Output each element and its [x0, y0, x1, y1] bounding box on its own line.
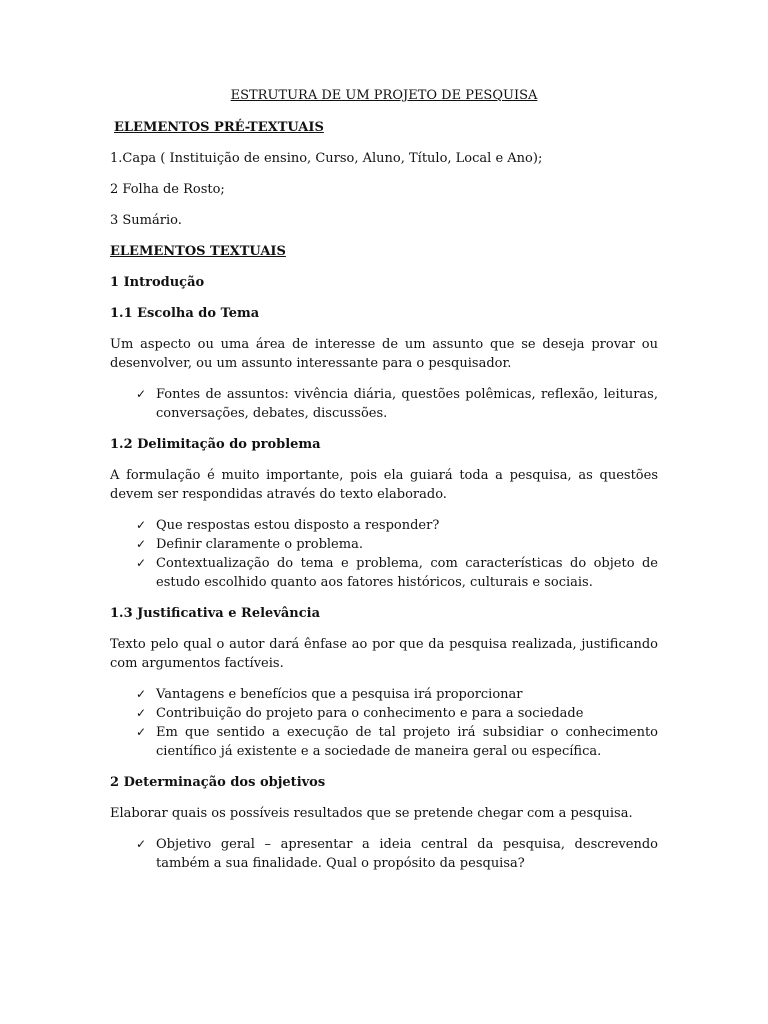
pre-textual-heading: ELEMENTOS PRÉ-TEXTUAIS — [114, 120, 324, 135]
checklist-item-text: Em que sentido a execução de tal projeto irá subsidiar o conhecimento científico já existente e a sociedade de maneira geral ou específica. — [156, 725, 658, 759]
section-1-1-heading: 1.1 Escolha do Tema — [110, 306, 260, 321]
check-icon: ✓ — [136, 725, 147, 739]
checklist-item — [136, 704, 658, 723]
checklist-item-text: Contribuição do projeto para o conhecimento e para a sociedade — [156, 706, 584, 721]
section-1-2-checklist — [110, 516, 658, 592]
section-2-heading: 2 Determinação dos objetivos — [110, 775, 326, 790]
checklist-item — [136, 723, 658, 761]
checklist-item-text: Que respostas estou disposto a responder? — [156, 518, 440, 533]
section-1-3-paragraph: Texto pelo qual o autor dará ênfase ao por que da pesquisa realizada, justificando com argumentos factíveis. — [110, 637, 658, 671]
check-icon: ✓ — [136, 687, 147, 701]
check-icon: ✓ — [136, 837, 147, 851]
check-icon: ✓ — [136, 537, 147, 551]
section-1-3-checklist — [110, 685, 658, 761]
intro-heading: 1 Introdução — [110, 275, 205, 290]
textual-heading: ELEMENTOS TEXTUAIS — [110, 244, 286, 259]
checklist-item-text: Fontes de assuntos: vivência diária, questões polêmicas, reflexão, leituras, conversações, debates, discussões. — [156, 387, 658, 421]
pre-textual-item: 3 Sumário. — [110, 213, 182, 228]
section-1-3-heading: 1.3 Justificativa e Relevância — [110, 606, 321, 621]
pre-textual-item: 1.Capa ( Instituição de ensino, Curso, Aluno, Título, Local e Ano); — [110, 151, 543, 166]
section-2-checklist — [110, 835, 658, 873]
checklist-item — [136, 385, 658, 423]
pre-textual-item: 2 Folha de Rosto; — [110, 182, 225, 197]
checklist-item — [136, 535, 658, 554]
document-body — [110, 86, 658, 885]
check-icon: ✓ — [136, 556, 147, 570]
checklist-item — [136, 835, 658, 873]
section-1-1-paragraph: Um aspecto ou uma área de interesse de um assunto que se deseja provar ou desenvolver, ou um assunto interessante para o pesquisador. — [110, 337, 658, 371]
check-icon: ✓ — [136, 518, 147, 532]
document-title: ESTRUTURA DE UM PROJETO DE PESQUISA — [230, 88, 538, 103]
section-1-1-checklist — [110, 385, 658, 423]
checklist-item-text: Definir claramente o problema. — [156, 537, 363, 552]
checklist-item — [136, 554, 658, 592]
checklist-item-text: Objetivo geral – apresentar a ideia central da pesquisa, descrevendo também a sua finalidade. Qual o propósito da pesquisa? — [156, 837, 658, 871]
checklist-item-text: Contextualização do tema e problema, com características do objeto de estudo escolhido quanto aos fatores históricos, culturais e sociais. — [156, 556, 658, 590]
checklist-item — [136, 516, 658, 535]
section-1-2-paragraph: A formulação é muito importante, pois ela guiará toda a pesquisa, as questões devem ser respondidas através do texto elaborado. — [110, 468, 658, 502]
checklist-item-text: Vantagens e benefícios que a pesquisa irá proporcionar — [156, 687, 523, 702]
check-icon: ✓ — [136, 706, 147, 720]
section-2-paragraph: Elaborar quais os possíveis resultados que se pretende chegar com a pesquisa. — [110, 806, 633, 821]
section-1-2-heading: 1.2 Delimitação do problema — [110, 437, 321, 452]
check-icon: ✓ — [136, 387, 147, 401]
checklist-item — [136, 685, 658, 704]
